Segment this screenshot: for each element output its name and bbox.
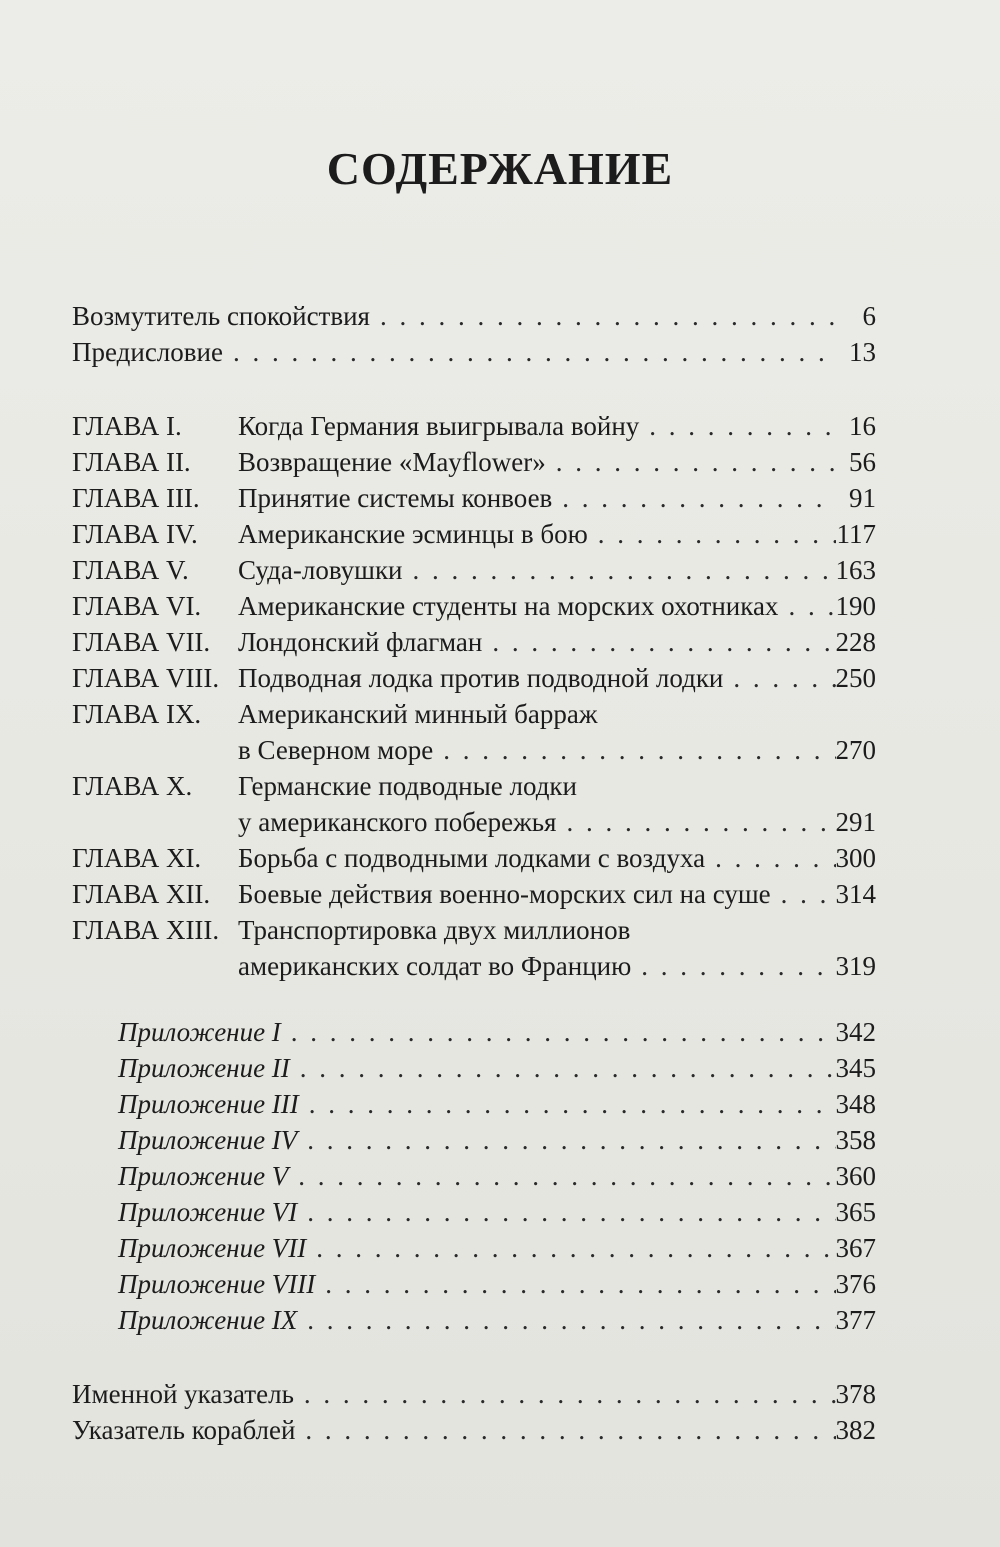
chapter-label: ГЛАВА VI.: [72, 591, 202, 621]
page-number: 291: [835, 807, 876, 837]
page-number: 163: [835, 555, 876, 585]
page-number: 6: [862, 301, 876, 331]
page-number: 358: [835, 1125, 876, 1155]
appendix-title: Приложение VIII: [118, 1269, 316, 1299]
page-number: 319: [835, 951, 876, 981]
toc-chapter: [72, 840, 876, 876]
toc-chapter: [72, 696, 876, 732]
chapter-label: ГЛАВА XIII.: [72, 915, 220, 945]
chapter-label: ГЛАВА VII.: [72, 627, 211, 657]
chapter-title: американских солдат во Францию: [238, 951, 632, 981]
chapter-label: ГЛАВА II.: [72, 447, 191, 477]
toc-appendix: [118, 1158, 876, 1194]
chapter-label: ГЛАВА III.: [72, 483, 200, 513]
page-number: 382: [835, 1415, 876, 1445]
leader-dots: [315, 1266, 835, 1302]
chapter-title: Суда-ловушки: [238, 555, 403, 585]
chapter-title: Возвращение «Mayflower»: [238, 447, 546, 477]
leader-dots: [297, 1194, 835, 1230]
appendix-title: Приложение II: [118, 1053, 290, 1083]
leader-dots: [556, 804, 835, 840]
toc-appendix: [118, 1050, 876, 1086]
page-number: 365: [835, 1197, 876, 1227]
leader-dots: [297, 1122, 835, 1158]
page-number: 348: [835, 1089, 876, 1119]
chapter-label: ГЛАВА I.: [72, 411, 182, 441]
toc-chapter: [72, 408, 876, 444]
chapter-label: ГЛАВА XII.: [72, 879, 211, 909]
leader-dots: [295, 1412, 835, 1448]
page-number: 314: [835, 879, 876, 909]
entry-title: Возмутитель спокойствия: [72, 301, 370, 331]
toc-chapter: [72, 588, 876, 624]
page-number: 13: [849, 337, 876, 367]
leader-dots: [433, 732, 835, 768]
chapter-title: Американские студенты на морских охотниках: [238, 591, 779, 621]
appendix-title: Приложение VI: [118, 1197, 298, 1227]
leader-dots: [297, 1302, 835, 1338]
chapter-title: Боевые действия военно-морских сил на суше: [238, 879, 771, 909]
toc-chapter: [72, 876, 876, 912]
chapter-title: в Северном море: [238, 735, 434, 765]
toc-entry: [72, 298, 876, 334]
leader-dots: [639, 408, 836, 444]
chapter-title: Борьба с подводными лодками с воздуха: [238, 843, 706, 873]
leader-dots: [778, 588, 835, 624]
page-number: 91: [849, 483, 876, 513]
leader-dots: [288, 1158, 835, 1194]
chapter-label: ГЛАВА IV.: [72, 519, 198, 549]
toc-chapter-continuation: [72, 948, 876, 984]
toc-appendix: [118, 1230, 876, 1266]
entry-title: Предисловие: [72, 337, 223, 367]
chapter-title: Принятие системы конвоев: [238, 483, 553, 513]
toc-appendix: [118, 1086, 876, 1122]
leader-dots: [290, 1050, 836, 1086]
appendix-title: Приложение V: [118, 1161, 289, 1191]
page-number: 117: [836, 519, 876, 549]
toc-appendix: [118, 1194, 876, 1230]
leader-dots: [281, 1014, 836, 1050]
chapter-title: Когда Германия выигрывала войну: [238, 411, 640, 441]
toc-appendix: [118, 1266, 876, 1302]
page-number: 376: [835, 1269, 876, 1299]
entry-title: Именной указатель: [72, 1379, 294, 1409]
toc-appendix: [118, 1302, 876, 1338]
page-number: 250: [835, 663, 876, 693]
toc-appendix: [118, 1014, 876, 1050]
page-number: 360: [835, 1161, 876, 1191]
toc-chapter: [72, 660, 876, 696]
toc-entry: [72, 1376, 876, 1412]
chapter-label: ГЛАВА XI.: [72, 843, 202, 873]
toc-chapter-continuation: [72, 732, 876, 768]
leader-dots: [306, 1230, 835, 1266]
leader-dots: [403, 552, 836, 588]
leader-dots: [588, 516, 836, 552]
toc-entry: [72, 1412, 876, 1448]
chapter-label: ГЛАВА IX.: [72, 699, 202, 729]
leader-dots: [370, 298, 836, 334]
toc-appendix: [118, 1122, 876, 1158]
chapter-title: Американские эсминцы в бою: [238, 519, 588, 549]
entry-title: Указатель кораблей: [72, 1415, 296, 1445]
page-number: 345: [835, 1053, 876, 1083]
toc-chapter: [72, 768, 876, 804]
chapter-title: Транспортировка двух миллионов: [238, 915, 631, 945]
leader-dots: [552, 480, 836, 516]
chapter-title: Лондонский флагман: [238, 627, 483, 657]
appendix-title: Приложение VII: [118, 1233, 307, 1263]
page-number: 377: [835, 1305, 876, 1335]
chapter-title: Германские подводные лодки: [238, 771, 578, 801]
toc-chapter-continuation: [72, 804, 876, 840]
leader-dots: [546, 444, 836, 480]
toc-entry: [72, 334, 876, 370]
chapter-title: у американского побережья: [238, 807, 557, 837]
leader-dots: [705, 840, 835, 876]
page-number: 300: [835, 843, 876, 873]
leader-dots: [299, 1086, 836, 1122]
page-title: СОДЕРЖАНИЕ: [326, 143, 674, 194]
chapter-label: ГЛАВА X.: [72, 771, 193, 801]
leader-dots: [482, 624, 835, 660]
page-number: 378: [835, 1379, 876, 1409]
appendix-title: Приложение IX: [118, 1305, 298, 1335]
page-number: 367: [835, 1233, 876, 1263]
toc-chapter: [72, 552, 876, 588]
page-number: 56: [849, 447, 876, 477]
leader-dots: [294, 1376, 836, 1412]
leader-dots: [723, 660, 835, 696]
toc-chapter: [72, 912, 876, 948]
chapter-label: ГЛАВА V.: [72, 555, 189, 585]
appendix-title: Приложение I: [118, 1017, 281, 1047]
leader-dots: [631, 948, 835, 984]
page-number: 16: [849, 411, 876, 441]
page-number: 342: [835, 1017, 876, 1047]
toc-chapter: [72, 624, 876, 660]
appendix-title: Приложение III: [118, 1089, 299, 1119]
appendix-title: Приложение IV: [118, 1125, 298, 1155]
toc-chapter: [72, 444, 876, 480]
leader-dots: [223, 334, 836, 370]
page-number: 190: [835, 591, 876, 621]
toc-chapter: [72, 516, 876, 552]
chapter-title: Американский минный барраж: [238, 699, 598, 729]
chapter-label: ГЛАВА VIII.: [72, 663, 220, 693]
page-number: 270: [835, 735, 876, 765]
chapter-title: Подводная лодка против подводной лодки: [238, 663, 724, 693]
leader-dots: [771, 876, 836, 912]
toc-chapter: [72, 480, 876, 516]
page-number: 228: [835, 627, 876, 657]
